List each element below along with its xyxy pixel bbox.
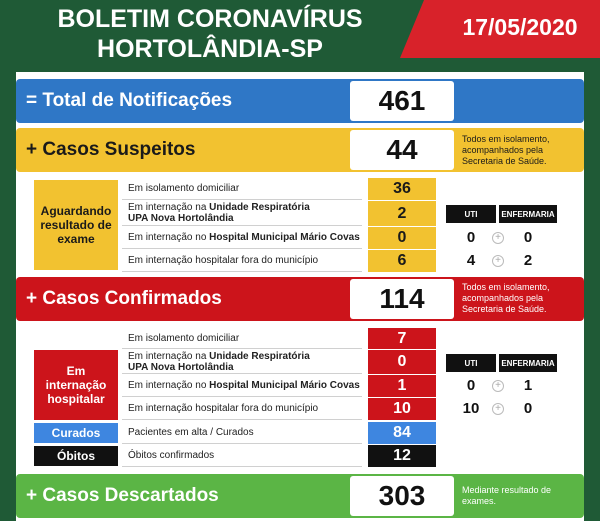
confirmados-hospital-value: 1: [368, 375, 436, 397]
plus-icon: +: [492, 380, 504, 392]
suspeitos-group-label: Aguardando resultado de exame: [34, 180, 118, 270]
suspeitos-row-upa: Em internação na Unidade Respiratória UPA Nova Hortolândia: [122, 201, 362, 226]
obitos-label: Óbitos: [34, 446, 118, 466]
suspeitos-note: Todos em isolamento, acompanhados pela Secretaria de Saúde.: [462, 134, 550, 166]
confirmados-enfermaria-header: ENFERMARIA: [499, 354, 557, 372]
confirmados-fora-uti: 10: [462, 400, 480, 417]
confirmados-hm-uti: 0: [466, 377, 476, 394]
obitos-row: Óbitos confirmados: [122, 445, 362, 467]
suspeitos-row-isolamento: Em isolamento domiciliar: [122, 178, 362, 200]
confirmados-hm-enfermaria: 1: [523, 377, 533, 394]
plus-icon: +: [492, 403, 504, 415]
title-line-1: BOLETIM CORONAVÍRUS: [57, 5, 363, 33]
confirmados-uti-header: UTI: [446, 354, 496, 372]
title-line-2: HORTOLÂNDIA-SP: [97, 35, 323, 63]
plus-icon: +: [492, 255, 504, 267]
confirmados-value: 114: [350, 279, 454, 319]
suspeitos-fora-value: 6: [368, 250, 436, 272]
suspeitos-isolamento-value: 36: [368, 178, 436, 200]
plus-icon: +: [492, 232, 504, 244]
suspeitos-upa-value: 2: [368, 201, 436, 226]
suspeitos-fora-uti: 4: [466, 252, 476, 269]
bulletin-date: 17/05/2020: [462, 14, 578, 40]
curados-label: Curados: [34, 423, 118, 443]
suspeitos-enfermaria-header: ENFERMARIA: [499, 205, 557, 223]
suspeitos-value: 44: [350, 130, 454, 170]
total-value: 461: [350, 81, 454, 121]
obitos-value: 12: [368, 445, 436, 467]
confirmados-row-hospital: Em internação no Hospital Municipal Mário Covas: [122, 375, 362, 397]
confirmados-isolamento-value: 7: [368, 328, 436, 349]
suspeitos-uti-header: UTI: [446, 205, 496, 223]
suspeitos-hospital-value: 0: [368, 227, 436, 249]
confirmados-row-upa: Em internação na Unidade Respiratória UPA Nova Hortolândia: [122, 350, 362, 374]
suspeitos-fora-enfermaria: 2: [523, 252, 533, 269]
curados-row: Pacientes em alta / Curados: [122, 422, 362, 444]
suspeitos-hm-enfermaria: 0: [523, 229, 533, 246]
suspeitos-bar: + Casos Suspeitos: [16, 128, 584, 172]
confirmados-group-label: Em internação hospitalar: [34, 350, 118, 420]
confirmados-bar: + Casos Confirmados: [16, 277, 584, 321]
descartados-note: Mediante resultado de exames.: [462, 485, 552, 506]
suspeitos-row-fora: Em internação hospitalar fora do município: [122, 250, 362, 272]
curados-value: 84: [368, 422, 436, 444]
descartados-bar: + Casos Descartados: [16, 474, 584, 518]
bulletin-title: [0, 4, 420, 64]
suspeitos-row-hospital: Em internação no Hospital Municipal Mário Covas: [122, 227, 362, 249]
confirmados-note: Todos em isolamento, acompanhados pela Secretaria de Saúde.: [462, 282, 550, 314]
descartados-value: 303: [350, 476, 454, 516]
confirmados-row-isolamento: Em isolamento domiciliar: [122, 328, 362, 349]
confirmados-row-fora: Em internação hospitalar fora do município: [122, 398, 362, 420]
confirmados-fora-value: 10: [368, 398, 436, 420]
confirmados-fora-enfermaria: 0: [523, 400, 533, 417]
confirmados-upa-value: 0: [368, 350, 436, 374]
total-bar: = Total de Notificações: [16, 79, 584, 123]
suspeitos-hm-uti: 0: [466, 229, 476, 246]
